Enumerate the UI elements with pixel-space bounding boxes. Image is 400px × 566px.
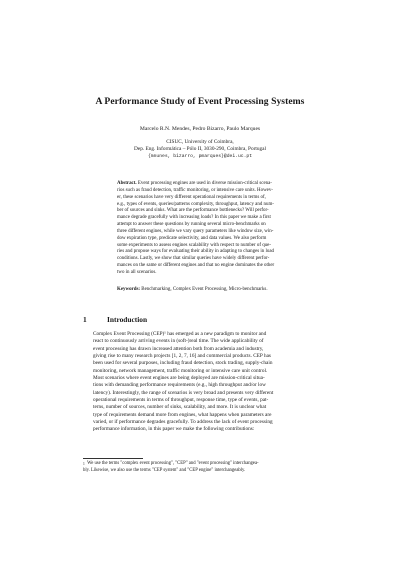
paragraph [83,375,317,434]
body-line: varied, or if performance degrades gracefully. To address the lack of event processing [93,419,273,426]
footnote [83,461,317,474]
footnote-line: bly. Likewise, we also use the terms "CEP system" and "CEP engine" interchangeably. [83,467,246,473]
footnote-rule [83,458,143,459]
abstract-label: Abstract. [117,181,137,186]
body-line: react to continuously arriving events in (soft-)real time. The wide applicability of [93,338,264,345]
body-line: Most scenarios where event engines are being deployed are mission-critical situa- [93,375,265,382]
body-text [83,331,317,434]
abstract-line: e.g., types of events, queries/patterns complexity, throughput, latency and num- [117,201,274,207]
body-line: Complex Event Processing (CEP)¹ has emerged as a new paradigm to monitor and [93,331,267,337]
abstract-line: conditions. Lastly, we show that similar queries have widely different perfor- [117,256,270,262]
abstract-line: attempt to answer these questions by running several micro-benchmarks on [117,222,266,228]
body-line: terns, number of sources, number of sinks, scalability, and more. It is unclear what [93,404,267,411]
affiliation-line: CISUC, University of Coimbra, [166,139,234,145]
abstract-line: ries and propose ways for evaluating their ability in adapting to changes in load [117,249,274,255]
paragraph [83,331,317,375]
body-line: tions with demanding performance requirements (e.g., high throughput and/or low [93,382,266,389]
keywords-label: Keywords: [117,287,141,292]
author-list: Marcelo R.N. Mendes, Pedro Bizarro, Paulo Marques [139,126,261,132]
body-line: type of requirements demand more from engines, what happens when parameters are [93,411,272,418]
affiliation-line: Dep. Eng. Informática – Pólo II, 3030-290, Coimbra, Portugal [134,146,266,153]
abstract-line: er, these scenarios have very different operational requirements in terms of, [117,194,266,200]
footnote-line: We use the terms "complex event processing", "CEP" and "event processing" interchangea- [87,461,259,466]
abstract [117,181,283,277]
footnote-mark: 1 [83,462,85,466]
keywords [117,287,283,294]
abstract-line: two in all scenarios. [117,269,157,275]
section-heading [83,315,147,324]
abstract-line: mance degrade gracefully with increasing loads? In this paper we make a first [117,215,271,221]
body-line: operational requirements in terms of throughput, response time, type of events, pat- [93,397,269,404]
abstract-line: Event processing engines are used in diverse mission-critical scena- [137,181,272,186]
section-title: Introduction [107,315,148,324]
body-line: latency). Interestingly, the range of scenarios is very broad and presents very different [93,389,274,396]
abstract-line: mances on the same or different engines and that no engine dominates the other [117,263,275,269]
body-line: event processing has drawn increased attention both from academia and industry, [93,345,264,352]
body-line: giving rise to many research projects [1, 2, 7, 16] and commercial products. CEP has [93,353,271,360]
paper-title: A Performance Study of Event Processing Systems [95,96,305,107]
abstract-line: ber of sources and sinks. What are the performance bottlenecks? Will perfor- [117,208,269,214]
abstract-line: three different engines, while we vary query parameters like window size, win- [117,228,274,234]
body-line: monitoring, network management, traffic monitoring or intensive care unit control. [93,367,268,374]
keywords-text: Benchmarking, Complex Event Processing, Micro-benchmarks. [141,287,268,292]
body-line: performance information, in this paper we make the following contributions: [93,426,255,433]
body-line: been used for several purposes, including fraud detection, stock trading, supply-chain [93,360,273,367]
author-emails: {mnunes, bizarro, pmarques}@dei.uc.pt [147,154,253,160]
section-number: 1 [83,315,87,324]
abstract-line: dow expiration type, predicate selectivity, and data values. We also perform [117,235,267,241]
abstract-line: rios such as fraud detection, traffic monitoring, or intensive care units. Howev- [117,187,273,193]
affiliation-block [0,139,400,160]
abstract-line: some experiments to assess engines scalability with respect to number of que- [117,242,271,248]
